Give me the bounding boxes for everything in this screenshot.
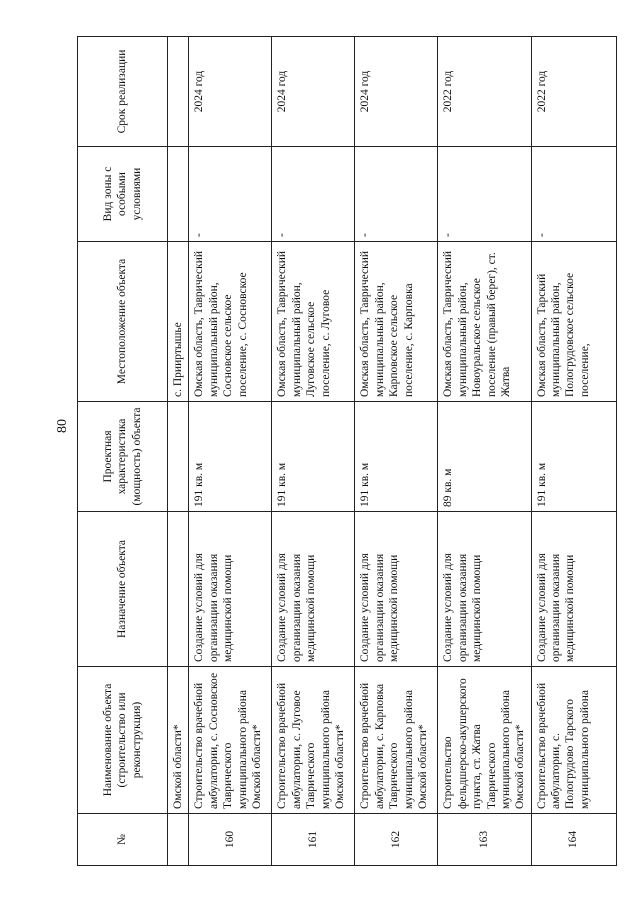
cell-term: 2024 год (189, 37, 272, 147)
cell-zone (168, 147, 189, 242)
cell-location: с. Прииртышье (168, 242, 189, 402)
header-name: Наименование объекта (строительство или реконструкция) (78, 667, 168, 814)
cell-capacity: 191 кв. м (531, 402, 616, 512)
cell-zone: - (355, 147, 438, 242)
cell-zone: - (438, 147, 531, 242)
cell-zone: - (531, 147, 616, 242)
cell-purpose: Создание условий для организации оказания медицинской помощи (355, 512, 438, 667)
header-zone: Вид зоны с особыми условиями (78, 147, 168, 242)
cell-capacity: 191 кв. м (189, 402, 272, 512)
cell-num: 160 (189, 814, 272, 866)
cell-zone: - (189, 147, 272, 242)
header-purpose: Назначение объекта (78, 512, 168, 667)
table-row (189, 37, 272, 866)
objects-table (77, 36, 617, 866)
cell-purpose: Создание условий для организации оказания медицинской помощи (189, 512, 272, 667)
page-number: 80 (55, 419, 70, 433)
cell-capacity: 191 кв. м (355, 402, 438, 512)
cell-purpose: Создание условий для организации оказания медицинской помощи (438, 512, 531, 667)
cell-term: 2024 год (355, 37, 438, 147)
cell-location: Омская область, Таврический муниципальный район, Луговское сельское поселение, с. Луговое (272, 242, 355, 402)
cell-num (168, 814, 189, 866)
cell-name: Строительство врачебной амбулатории, с. Карповка Таврического муниципального района Омской области* (355, 667, 438, 814)
header-num: № (78, 814, 168, 866)
cell-location: Омская область, Таврический муниципальный район, Сосновское сельское поселение, с. Сосновское (189, 242, 272, 402)
cell-name: Омской области* (168, 667, 189, 814)
cell-term: 2022 год (531, 37, 616, 147)
cell-capacity (168, 402, 189, 512)
cell-location: Омская область, Тарский муниципальный район, Пологрудовское сельское поселение, (531, 242, 616, 402)
header-location: Местоположение объекта (78, 242, 168, 402)
cell-location: Омская область, Таврический муниципальный район, Новоуральское сельское поселение (правый берег), ст. Жатва (438, 242, 531, 402)
cell-name: Строительство врачебной амбулатории, с. Пологрудово Тарского муниципального района (531, 667, 616, 814)
header-term: Срок реализации (78, 37, 168, 147)
cell-name: Строительство врачебной амбулатории, с. Сосновское Таврического муниципального района Омской области* (189, 667, 272, 814)
table-row (272, 37, 355, 866)
cell-purpose: Создание условий для организации оказания медицинской помощи (272, 512, 355, 667)
cell-num: 162 (355, 814, 438, 866)
cell-name: Строительство фельдшерско-акушерского пункта, ст. Жатва Таврического муниципального района Омской области* (438, 667, 531, 814)
cell-purpose: Создание условий для организации оказания медицинской помощи (531, 512, 616, 667)
cell-name: Строительство врачебной амбулатории, с. Луговое Таврического муниципального района Омской области* (272, 667, 355, 814)
cell-term (168, 37, 189, 147)
cell-term: 2022 год (438, 37, 531, 147)
cell-zone: - (272, 147, 355, 242)
cell-capacity: 89 кв. м (438, 402, 531, 512)
table-header-row (78, 37, 168, 866)
continuation-row (168, 37, 189, 866)
cell-num: 163 (438, 814, 531, 866)
cell-term: 2024 год (272, 37, 355, 147)
table-row (355, 37, 438, 866)
cell-purpose (168, 512, 189, 667)
table-row (438, 37, 531, 866)
cell-num: 164 (531, 814, 616, 866)
cell-num: 161 (272, 814, 355, 866)
table-row (531, 37, 616, 866)
rotated-table-container (77, 37, 609, 866)
header-capacity: Проектная характеристика (мощность) объекта (78, 402, 168, 512)
cell-location: Омская область, Таврический муниципальный район, Карповское сельское поселение, с. Карповка (355, 242, 438, 402)
cell-capacity: 191 кв. м (272, 402, 355, 512)
